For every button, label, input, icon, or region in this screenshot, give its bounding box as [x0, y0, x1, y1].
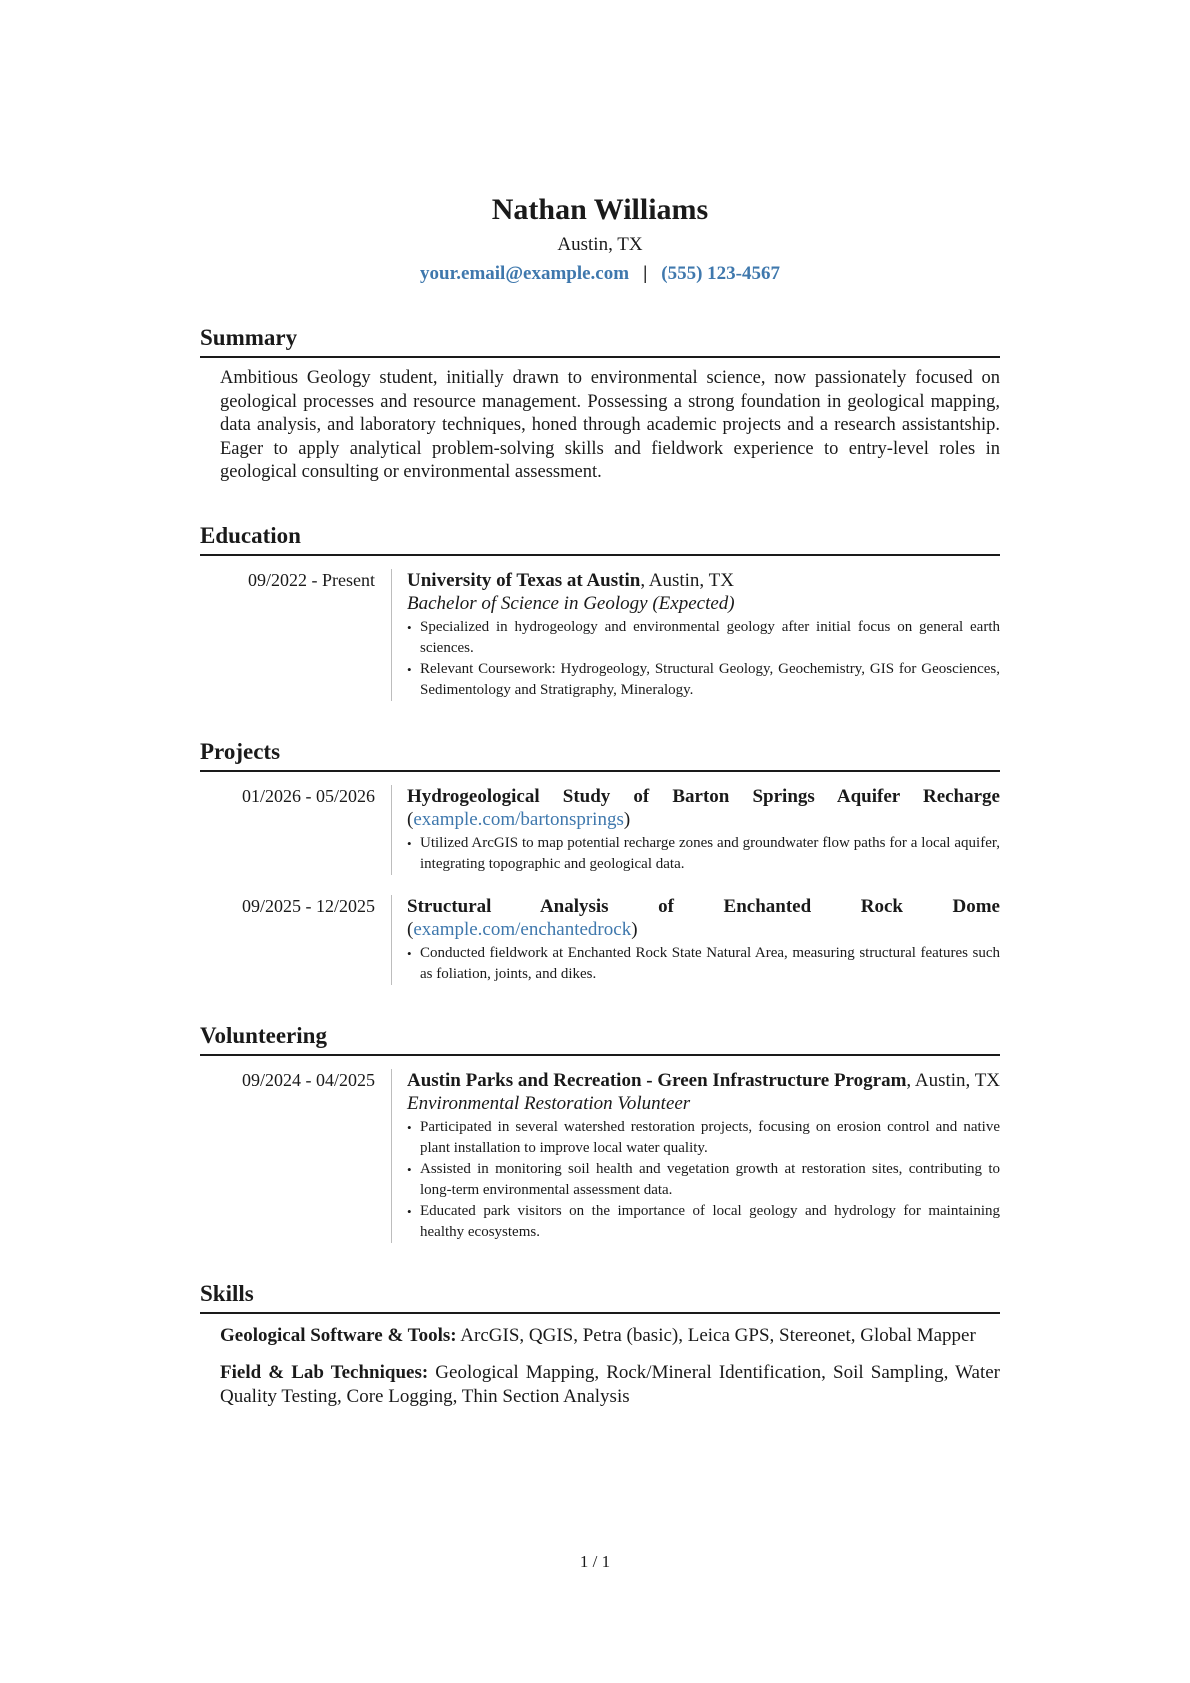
list-item: • Educated park visitors on the importance of local geology and hydrology for maintaining healthy ecosystems. — [407, 1201, 1000, 1243]
entry-content — [391, 1069, 1000, 1243]
entry-date: 01/2026 - 05/2026 — [242, 785, 375, 806]
paren-close: ) — [623, 808, 631, 830]
paren-close: ) — [631, 918, 638, 940]
email-link[interactable]: your.email@example.com — [420, 263, 630, 284]
entry-bullets — [407, 943, 1000, 985]
list-item: • Specialized in hydrogeology and environmental geology after initial focus on general earth sciences. — [407, 617, 1000, 659]
section-title-skills: Skills — [200, 1279, 1000, 1314]
paren-open: ( — [407, 918, 414, 940]
entry-org: Austin Parks and Recreation - Green Infrastructure Program — [407, 1069, 907, 1091]
entry-content — [391, 569, 1000, 701]
entry-place: , Austin, TX — [640, 569, 734, 591]
entry-place: , Austin, TX — [906, 1069, 1001, 1091]
entry-bullets — [407, 617, 1000, 701]
entry-date: 09/2024 - 04/2025 — [242, 1069, 375, 1090]
list-item: • Assisted in monitoring soil health and vegetation growth at restoration sites, contributing to long-term environmental assessment data. — [407, 1159, 1000, 1201]
list-item: • Relevant Coursework: Hydrogeology, Structural Geology, Geochemistry, GIS for Geosciences, Sedimentology and Stratigraphy, Mineralogy. — [407, 659, 1000, 701]
entry-title — [407, 785, 1000, 831]
page-number: 1 / 1 — [579, 1552, 611, 1571]
entry-title — [407, 1069, 1000, 1092]
education-entry — [200, 569, 1000, 701]
entry-content — [391, 895, 1000, 985]
candidate-location: Austin, TX — [557, 234, 643, 255]
education-section — [200, 521, 1000, 701]
project-link[interactable]: example.com/enchantedrock — [413, 918, 632, 940]
project-name: Hydrogeological Study of Barton Springs Aquifer Recharge — [407, 785, 1000, 807]
entry-role: Environmental Restoration Volunteer — [407, 1092, 691, 1114]
candidate-name: Nathan Williams — [491, 193, 709, 226]
entry-org: University of Texas at Austin — [407, 569, 641, 591]
projects-section — [200, 737, 1000, 985]
list-item: • Participated in several watershed restoration projects, focusing on erosion control and native plant installation to improve local water quality. — [407, 1117, 1000, 1159]
contact-separator: | — [643, 263, 648, 284]
project-entry — [200, 895, 1000, 985]
project-entry — [200, 785, 1000, 875]
paren-open: ( — [407, 808, 414, 830]
section-title-volunteering: Volunteering — [200, 1021, 1000, 1056]
resume-header — [200, 190, 1000, 287]
project-name: Structural Analysis of Enchanted Rock Dome — [407, 895, 1000, 917]
skill-label: Field & Lab Techniques: — [220, 1361, 429, 1383]
entry-bullets — [407, 1117, 1000, 1243]
project-link[interactable]: example.com/bartonsprings — [413, 808, 624, 830]
skill-value: ArcGIS, QGIS, Petra (basic), Leica GPS, Stereonet, Global Mapper — [456, 1324, 976, 1346]
phone-link[interactable]: (555) 123-4567 — [661, 263, 780, 284]
skill-line — [220, 1361, 1000, 1409]
entry-date: 09/2025 - 12/2025 — [242, 895, 375, 916]
skills-list — [200, 1324, 1000, 1409]
section-title-education: Education — [200, 521, 1000, 556]
entry-date: 09/2022 - Present — [248, 569, 375, 590]
list-item: • Utilized ArcGIS to map potential recharge zones and groundwater flow paths for a local aquifer, integrating topographic and geological data. — [407, 833, 1000, 875]
summary-text: Ambitious Geology student, initially drawn to environmental science, now passionately focused on geological processes and resource management. Possessing a strong foundation in geological mapping, data analysis, and laboratory techniques, honed through academic projects and a research assistantship. Eager to apply analytical problem-solving skills and fieldwork experience to entry-level roles in geological consulting or environmental assessment. — [220, 368, 1000, 482]
section-title-summary: Summary — [200, 323, 1000, 358]
resume-page — [200, 190, 1000, 1422]
skill-line — [220, 1324, 1000, 1348]
entry-title — [407, 569, 1000, 592]
summary-section — [200, 323, 1000, 485]
volunteering-entry — [200, 1069, 1000, 1243]
list-item: • Conducted fieldwork at Enchanted Rock State Natural Area, measuring structural features such as foliation, joints, and dikes. — [407, 943, 1000, 985]
entry-degree: Bachelor of Science in Geology (Expected) — [407, 592, 735, 614]
entry-bullets — [407, 833, 1000, 875]
volunteering-section — [200, 1021, 1000, 1243]
skill-label: Geological Software & Tools: — [220, 1324, 457, 1346]
skill-value: Geological Mapping, Rock/Mineral Identification, Soil Sampling, Water Quality Testing, Core Logging, Thin Section Analysis — [220, 1361, 1000, 1407]
entry-title — [407, 895, 1000, 941]
contact-line — [200, 261, 1000, 287]
section-title-projects: Projects — [200, 737, 1000, 772]
skills-section — [200, 1279, 1000, 1409]
entry-content — [391, 785, 1000, 875]
